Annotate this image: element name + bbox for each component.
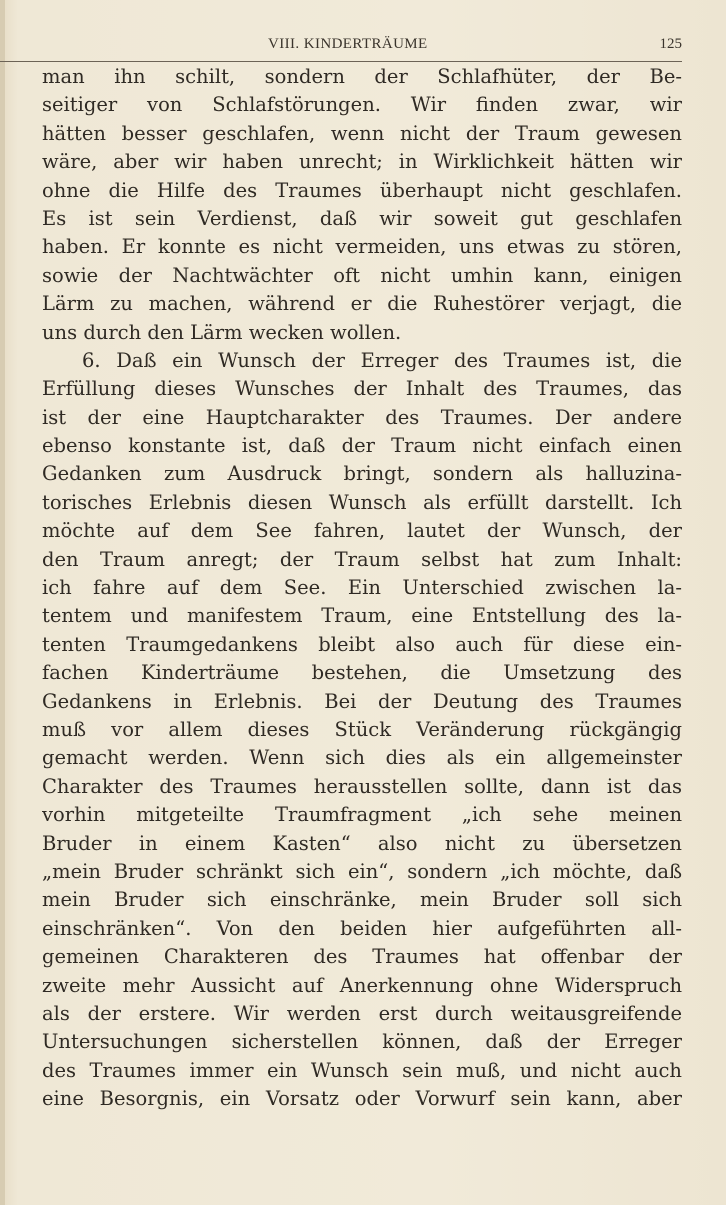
text-line: muß vor allem dieses Stück Veränderung rückgängig	[42, 717, 682, 741]
text-line: hätten besser geschlafen, wenn nicht der Traum gewesen	[42, 121, 682, 145]
text-line: sowie der Nachtwächter oft nicht umhin kann, einigen	[42, 263, 682, 287]
text-line: ebenso konstante ist, daß der Traum nicht einfach einen	[42, 434, 682, 458]
running-head	[42, 32, 682, 56]
text-line: des Traumes immer ein Wunsch sein muß, und nicht auch	[42, 1058, 682, 1082]
text-line: möchte auf dem See fahren, lautet der Wunsch, der	[42, 519, 682, 543]
text-line: ohne die Hilfe des Traumes überhaupt nicht geschlafen.	[42, 178, 682, 202]
text-line: seitiger von Schlafstörungen. Wir finden zwar, wir	[42, 93, 682, 117]
text-line: Gedanken zum Ausdruck bringt, sondern als halluzina-	[42, 462, 682, 486]
text-line: vorhin mitgeteilte Traumfragment „ich sehe meinen	[42, 803, 682, 827]
text-line: „mein Bruder schränkt sich ein“, sondern „ich möchte, daß	[42, 859, 682, 883]
page-left-edge	[0, 0, 5, 1205]
header-rule	[0, 61, 682, 62]
text-line: Gedankens in Erlebnis. Bei der Deutung des Traumes	[42, 689, 682, 713]
text-line: eine Besorgnis, ein Vorsatz oder Vorwurf sein kann, aber	[42, 1087, 682, 1111]
text-line: Es ist sein Verdienst, daß wir soweit gut geschlafen	[42, 206, 682, 230]
text-line: 6. Daß ein Wunsch der Erreger des Traumes ist, die	[82, 348, 682, 372]
text-line: mein Bruder sich einschränke, mein Bruder soll sich	[42, 888, 682, 912]
text-line: torisches Erlebnis diesen Wunsch als erfüllt darstellt. Ich	[42, 490, 682, 514]
text-line: tenten Traumgedankens bleibt also auch für diese ein-	[42, 632, 682, 656]
text-line: einschränken“. Von den beiden hier aufgeführten all-	[42, 916, 682, 940]
page-number: 125	[659, 36, 682, 52]
text-line: als der erstere. Wir werden erst durch weitausgreifende	[42, 1001, 682, 1025]
text-line: ich fahre auf dem See. Ein Unterschied zwischen la-	[42, 576, 682, 600]
text-line: Lärm zu machen, während er die Ruhestörer verjagt, die	[42, 292, 682, 316]
text-line: gemacht werden. Wenn sich dies als ein allgemeinster	[42, 746, 682, 770]
text-line: gemeinen Charakteren des Traumes hat offenbar der	[42, 945, 682, 969]
text-line: wäre, aber wir haben unrecht; in Wirklichkeit hätten wir	[42, 150, 682, 174]
text-line: Charakter des Traumes herausstellen sollte, dann ist das	[42, 774, 682, 798]
body-text	[42, 63, 682, 1113]
text-line: ist der eine Hauptcharakter des Traumes. Der andere	[42, 405, 682, 429]
text-line: Bruder in einem Kasten“ also nicht zu übersetzen	[42, 831, 682, 855]
text-line: fachen Kinderträume bestehen, die Umsetzung des	[42, 661, 682, 685]
text-line: den Traum anregt; der Traum selbst hat zum Inhalt:	[42, 547, 682, 571]
text-line: Untersuchungen sicherstellen können, daß der Erreger	[42, 1030, 682, 1054]
text-line: man ihn schilt, sondern der Schlafhüter, der Be-	[42, 65, 682, 88]
text-line: tentem und manifestem Traum, eine Entstellung des la-	[42, 604, 682, 628]
chapter-title: VIII. KINDERTRÄUME	[268, 36, 428, 52]
text-line: uns durch den Lärm wecken wollen.	[42, 320, 402, 344]
text-line: haben. Er konnte es nicht vermeiden, uns etwas zu stören,	[42, 235, 682, 259]
text-line: zweite mehr Aussicht auf Anerkennung ohne Widerspruch	[42, 973, 682, 997]
text-line: Erfüllung dieses Wunsches der Inhalt des Traumes, das	[42, 377, 682, 401]
